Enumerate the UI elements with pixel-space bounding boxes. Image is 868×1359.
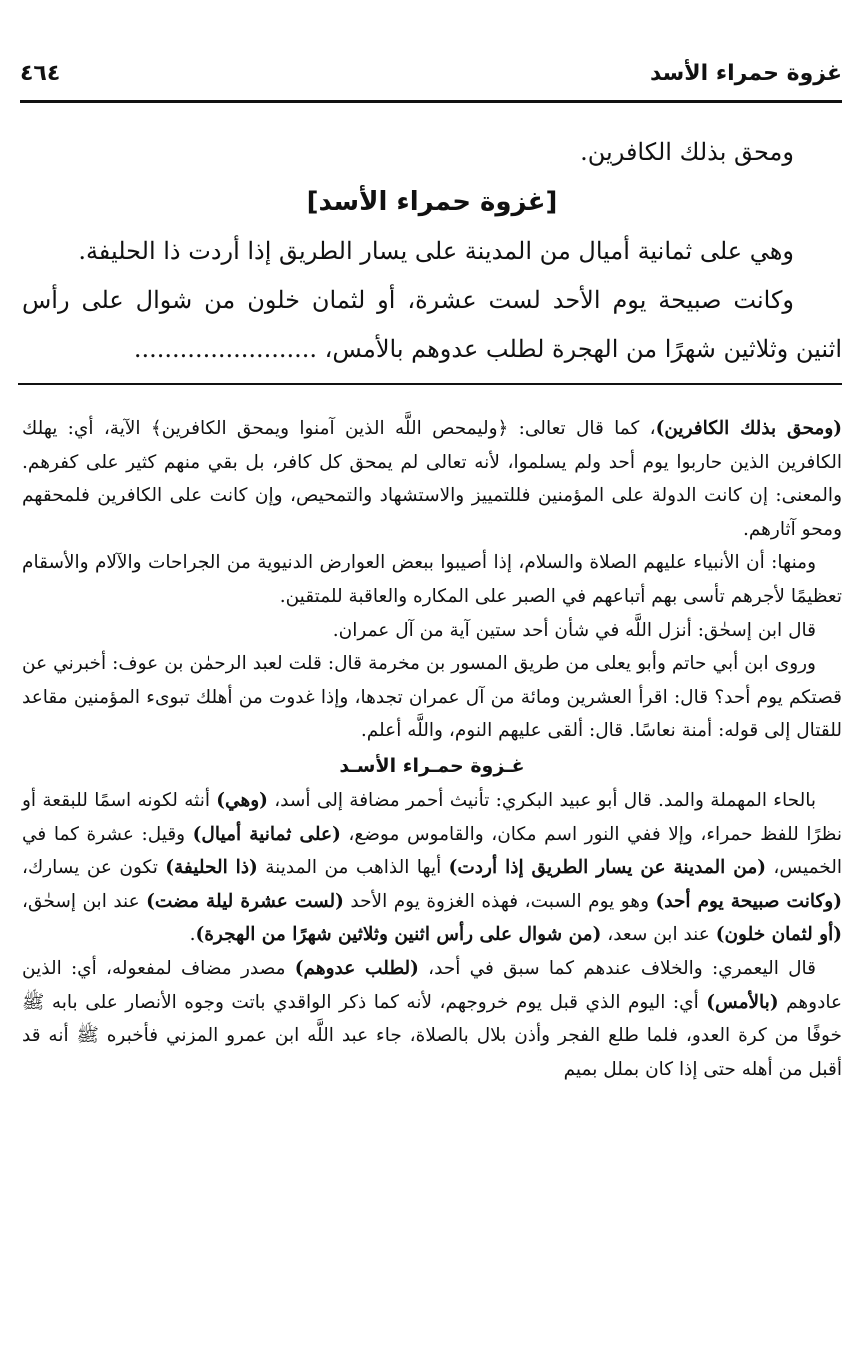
running-title: غزوة حمراء الأسد — [649, 60, 842, 86]
main-text — [22, 128, 842, 374]
commentary-text: وهو يوم السبت، فهذه الغزوة يوم الأحد — [343, 890, 656, 912]
commentary-text: أي: اليوم الذي قبل يوم خروجهم، لأنه كما ذكر الواقدي باتت وجوه الأنصار على بابه ﷺ خوفًا من كرة العدو، فلما طلع الفجر وأذن بلال بالصلاة، جاء عبد اللَّه ابن عمرو المزني فأخبره ﷺ أنه قد أقبل من أهله حتى إذا كان بملل بميم — [22, 991, 842, 1080]
commentary-text: بالحاء المهملة والمد. قال أبو عبيد البكري: تأنيث أحمر مضافة إلى أسد، — [267, 789, 816, 811]
commentary-paragraph: وروى ابن أبي حاتم وأبو يعلى من طريق المسور بن مخرمة قال: قلت لعبد الرحمٰن بن عوف: أخبرني عن قصتكم يوم أحد؟ قال: اقرأ العشرين ومائة من آل عمران تجدها، وإذا غدوت من أهلك تبوىء المؤمنين مقاعد للقتال إلى قوله: أمنة نعاسًا. قال: ألقى عليهم النوم، واللَّه أعلم. — [22, 653, 842, 742]
section-title: [غزوة حمراء الأسد] — [306, 187, 558, 217]
quoted-matn: (لست عشرة ليلة مضت) — [146, 890, 344, 912]
commentary-paragraph — [22, 952, 842, 1086]
main-text-paragraph: وكانت صبيحة يوم الأحد لست عشرة، أو لثمان خلون من شوال على رأس اثنين وثلاثين شهرًا من الهجرة لطلب عدوهم بالأمس، ........................ — [22, 286, 842, 363]
quoted-matn: (من المدينة عن يسار الطريق إذا أردت) — [448, 857, 767, 879]
commentary-text: عند ابن إسحٰق، — [22, 890, 147, 912]
commentary-text: تكون عن يسارك، — [22, 857, 166, 879]
quoted-matn: (وهي) — [216, 789, 268, 811]
main-text-line: ومحق بذلك الكافرين. — [580, 138, 794, 166]
quoted-matn: (من شوال على رأس اثنين وثلاثين شهرًا من الهجرة) — [195, 924, 602, 946]
commentary-text: ، كما قال تعالى: ﴿وليمحص اللَّه الذين آمنوا ويمحق الكافرين﴾ الآية، أي: يهلك الكافرين الذين حاربوا يوم أحد ولم يسلموا، لأنه تعالى لم يمحق كل كافر، بل بقي منهم كثير على كفرهم. والمعنى: إن كانت الدولة على المؤمنين فللتمييز والاستشهاد والتمحيص، وإن كانت على الكافرين فلمحقهم ومحو آثارهم. — [22, 418, 843, 540]
quoted-matn: (لطلب عدوهم) — [294, 957, 419, 979]
quoted-matn: (وكانت صبيحة يوم أحد) — [655, 890, 842, 912]
commentary-subtitle: غـزوة حمـراء الأسـد — [339, 754, 525, 777]
commentary-paragraph — [22, 412, 842, 546]
page-number: ٤٦٤ — [20, 60, 61, 86]
text-divider — [18, 383, 842, 385]
commentary-text: مصدر مضاف لمفعوله، أي: الذين عادوهم — [22, 957, 843, 1013]
quoted-matn: (ومحق بذلك الكافرين) — [655, 418, 843, 439]
commentary-paragraph: قال ابن إسحٰق: أنزل اللَّه في شأن أحد ستين آية من آل عمران. — [332, 619, 816, 641]
commentary-text: أنثه لكونه اسمًا للبقعة أو نظرًا للفظ حمراء، وإلا ففي النور اسم مكان، والقاموس موضع، — [22, 789, 842, 845]
commentary-text: وقيل: عشرة كما في الخميس، — [22, 823, 842, 879]
commentary-paragraph — [22, 784, 842, 952]
quoted-matn: (أو لثمان خلون) — [715, 924, 842, 946]
commentary-text: عند ابن سعد، — [601, 924, 716, 946]
commentary — [22, 412, 842, 1086]
commentary-paragraph: ومنها: أن الأنبياء عليهم الصلاة والسلام، إذا أصيبوا ببعض العوارض الدنيوية من الجراحات والآلام والأسقام تعظيمًا لأجرهم تأسى بهم أتباعهم في الصبر على المكاره والعاقبة للمتقين. — [22, 552, 842, 607]
commentary-text: . — [189, 924, 196, 946]
main-text-paragraph: وهي على ثمانية أميال من المدينة على يسار الطريق إذا أردت ذا الحليفة. — [78, 237, 794, 265]
page-header — [20, 52, 842, 103]
commentary-text: أيها الذاهب من المدينة — [257, 857, 449, 879]
quoted-matn: (بالأمس) — [706, 991, 779, 1013]
quoted-matn: (ذا الحليفة) — [165, 857, 258, 879]
quoted-matn: (على ثمانية أميال) — [192, 823, 341, 845]
commentary-text: قال اليعمري: والخلاف عندهم كما سبق في أحد، — [418, 957, 816, 979]
